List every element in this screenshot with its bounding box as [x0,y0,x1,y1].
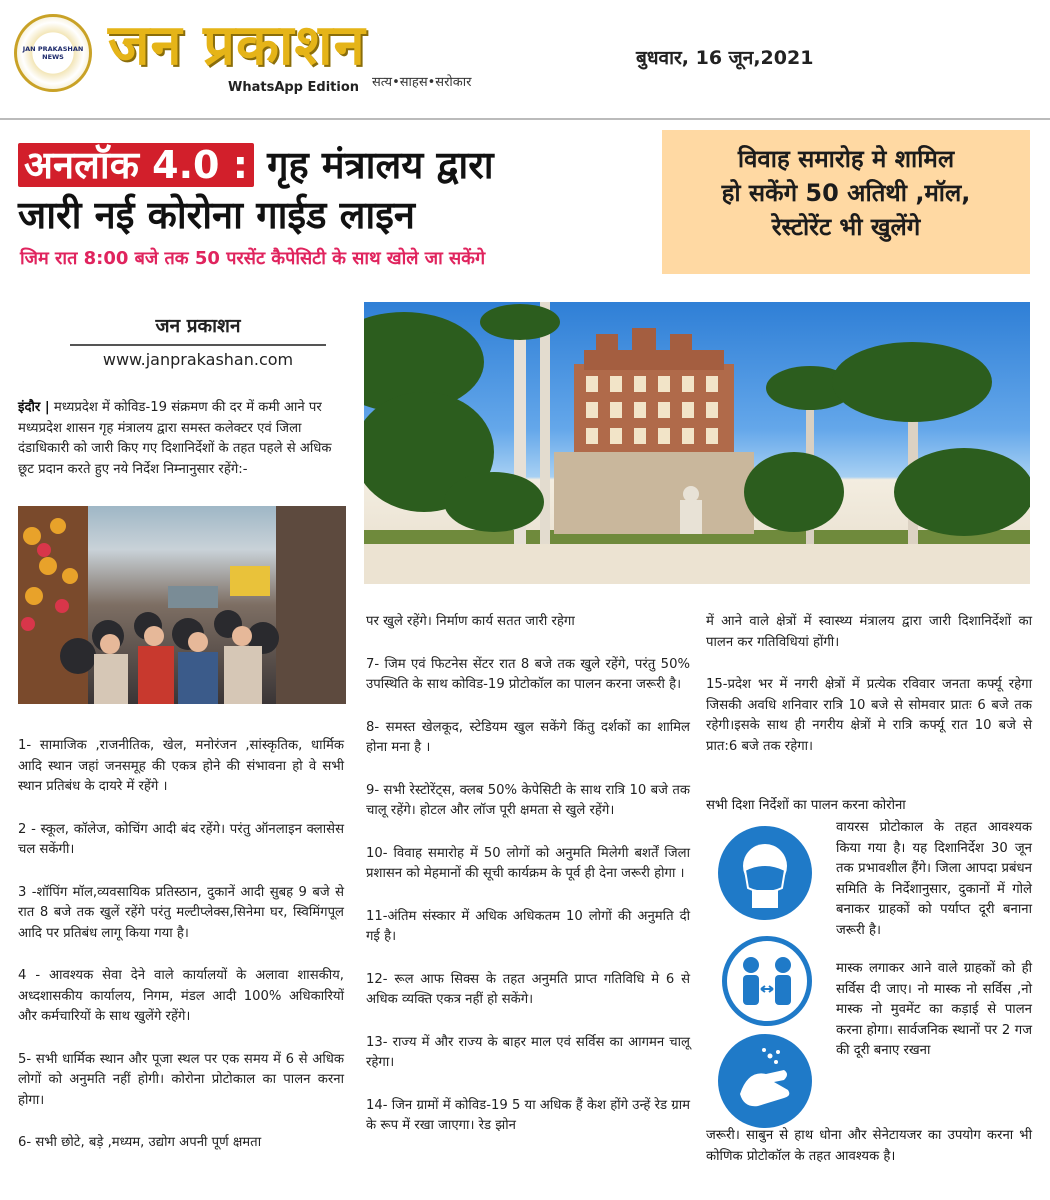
byline-url: www.janprakashan.com [102,350,294,369]
headline-line-1-text: गृह मंत्रालय द्वारा [267,143,494,187]
side-headline-line-1: विवाह समारोह मे शामिल [737,145,955,173]
column-3-item: में आने वाले क्षेत्रों में स्वास्थ्य मंत्रालय द्वारा जारी दिशानिर्देशों का पालन कर गतिविधियां होंगी। [706,614,1032,650]
hand-wash-icon [718,1034,812,1128]
intro-place: इंदौर | [18,400,50,415]
masthead-divider [0,118,1050,120]
intro-paragraph [18,398,346,480]
guidance-block [706,796,1032,1164]
social-distance-icon [722,936,812,1026]
column-2 [366,612,690,1159]
seal-text: JAN PRAKASHAN NEWS [22,45,84,61]
tagline: सत्य•साहस•सरोकार [372,75,472,90]
palace-photo [364,302,1030,584]
guidance-tail: जरूरी। साबुन से हाथ धोना और सेनेटायजर का उपयोग करना भी कोणिक प्रोटोकॉल के तहत आवश्यक है। [706,1128,1032,1164]
column-3-item: 15-प्रदेश भर में नगरी क्षेत्रों में प्रत्येक रविवार जनता कर्फ्यू रहेगा जिसकी अवधि शनिवार रात्रि 10 बजे से सोमवार प्रातः 6 बजे तक रहेगी।इसके साथ ही नगरीय क्षेत्रों मे रात्रि कर्फ्यू रात 10 बजे से प्रात:6 बजे तक रहेगा। [706,677,1032,754]
market-crowd-photo [18,506,346,704]
guidance-lead: सभी दिशा निर्देशों का पालन करना कोरोना [706,798,906,813]
byline-name: जन प्रकाशन [155,315,241,337]
face-mask-icon [718,826,812,920]
headline-line-2: जारी नई कोरोना गाईड लाइन [18,193,416,237]
column-2-item: 14- जिन ग्रामों में कोविड-19 5 या अधिक हैं केश होंगे उन्हें रेड ग्राम के रूप में रखा जाएगा। रेड झोन [366,1097,690,1133]
edition-label: WhatsApp Edition [228,80,360,95]
byline [70,312,326,369]
subheadline: जिम रात 8:00 बजे तक 50 परसेंट कैपेसिटी के साथ खोले जा सकेंगे [20,248,486,269]
column-1-item: 1- सामाजिक ,राजनीतिक, खेल, मनोरंजन ,सांस्कृतिक, धार्मिक आदि स्थान जहां जनसमूह की एकत्र होने की संभावना हो वे सभी स्थान प्रतिबंध के दायरे में रहेंगे । [18,738,344,794]
column-1-item: 5- सभी धार्मिक स्थान और पूजा स्थल पर एक समय में 6 से अधिक लोगों को अनुमति नहीं होगी। कोरोना प्रोटोकाल का पालन करना होगा। [18,1051,344,1108]
column-2-item: पर खुले रहेंगे। निर्माण कार्य सतत जारी रहेगा [366,614,575,629]
side-headline-line-3: रेस्टोरेंट भी खुलेंगे [771,213,921,241]
column-2-item: 9- सभी रेस्टोरेंट्स, क्लब 50% केपेसिटी के साथ रात्रि 10 बजे तक चालू रहेंगे। होटल और लॉज पूरी क्षमता से खुले रहेंगे। [366,782,690,818]
market-illustration [18,506,346,704]
column-3 [706,612,1032,779]
dateline: बुधवार, 16 जून,2021 [636,47,814,69]
column-2-item: 13- राज्य में और राज्य के बाहर माल एवं सर्विस का आगमन चालू रहेगा। [366,1034,690,1070]
guidance-right-text [836,818,1032,1080]
column-1-item: 4 - आवश्यक सेवा देने वाले कार्यालयों के अलावा शासकीय, अध्दशासकीय कार्यालय, निगम, मंडल आदी 100% अधिकारियों और कर्मचारियों के साथ खुलेंगे रहेंगे। [18,968,344,1024]
intro-text: मध्यप्रदेश में कोविड-19 संक्रमण की दर में कमी आने पर मध्यप्रदेश शासन गृह मंत्रालय द्वारा समस्त कलेक्टर एवं जिला दंडाधिकारी को जारी किए गए दिशानिर्देशों के तहत पहले से अधिक छूट प्रदान करते हुए नये निर्देश निम्नानुसार रहेंगे:- [18,400,332,477]
byline-rule [70,344,326,346]
column-2-item: 12- रूल आफ सिक्स के तहत अनुमति प्राप्त गतिविधि मे 6 से अधिक व्यक्ति एकत्र नहीं हो सकेंगे। [366,971,690,1007]
masthead [0,0,1050,118]
main-headline [18,140,648,240]
column-1-item: 2 - स्कूल, कॉलेज, कोचिंग आदी बंद रहेंगे। परंतु ऑनलाइन क्लासेस चल सकेंगी। [18,821,344,857]
column-2-item: 11-अंतिम संस्कार में अधिक अधिकतम 10 लोगों की अनुमति दी गई है। [366,908,690,944]
column-1 [18,736,344,1176]
side-headline-box [662,130,1030,274]
newspaper-seal-logo [14,14,92,92]
column-2-item: 10- विवाह समारोह में 50 लोगों को अनुमति मिलेगी बशर्तें जिला प्रशासन को मेहमानों की सूची कार्यक्रम के पूर्व ही देना जरूरी होगा । [366,845,690,881]
headline-tag: अनलॉक 4.0 : [18,143,254,187]
column-2-item: 8- समस्त खेलकूद, स्टेडियम खुल सकेंगे किंतु दर्शकों का शामिल होना मना है । [366,719,690,755]
guidance-paragraph: वायरस प्रोटोकाल के तहत आवश्यक किया गया है। यह दिशानिर्देश 30 जून तक प्रभावशील हैंगे। जिला आपदा प्रबंधन समिति के निर्देशानुसार, दुकानों में गोले बनाकर ग्राहकों को पर्याप्त दूरी बनाना जरूरी है। [836,820,1032,938]
guidance-paragraph: मास्क लगाकर आने वाले ग्राहकों को ही सर्विस दी जाए। नो मास्क नो सर्विस ,नो मास्क नो मुवमेंट का कड़ाई से पालन करना होगा। सार्वजनिक स्थानों पर 2 गज की दूरी बनाए रखना [836,961,1032,1058]
column-2-item: 7- जिम एवं फिटनेस सेंटर रात 8 बजे तक खुले रहेंगे, परंतु 50% उपस्थिति के साथ कोविड-19 प्रोटोकॉल का पालन करना जरूरी है। [366,656,690,692]
headline-line-1 [18,140,648,190]
palace-illustration [364,302,1030,584]
column-1-item: 6- सभी छोटे, बड़े ,मध्यम, उद्योग अपनी पूर्ण क्षमता [18,1135,262,1150]
brand-logo: जन प्रकाशन [108,13,366,78]
side-headline-line-2: हो सकेंगे 50 अतिथी ,मॉल, [721,179,971,207]
column-1-item: 3 -शॉपिंग मॉल,व्यवसायिक प्रतिस्ठान, दुकानें आदी सुबह 9 बजे से रात 8 बजे तक खुलें रहेंगे परंतु मल्टीप्लेक्स,सिनेमा घर, स्विमिंगपूल आदि पर प्रतिबंध लागू किया गया है। [18,884,344,941]
